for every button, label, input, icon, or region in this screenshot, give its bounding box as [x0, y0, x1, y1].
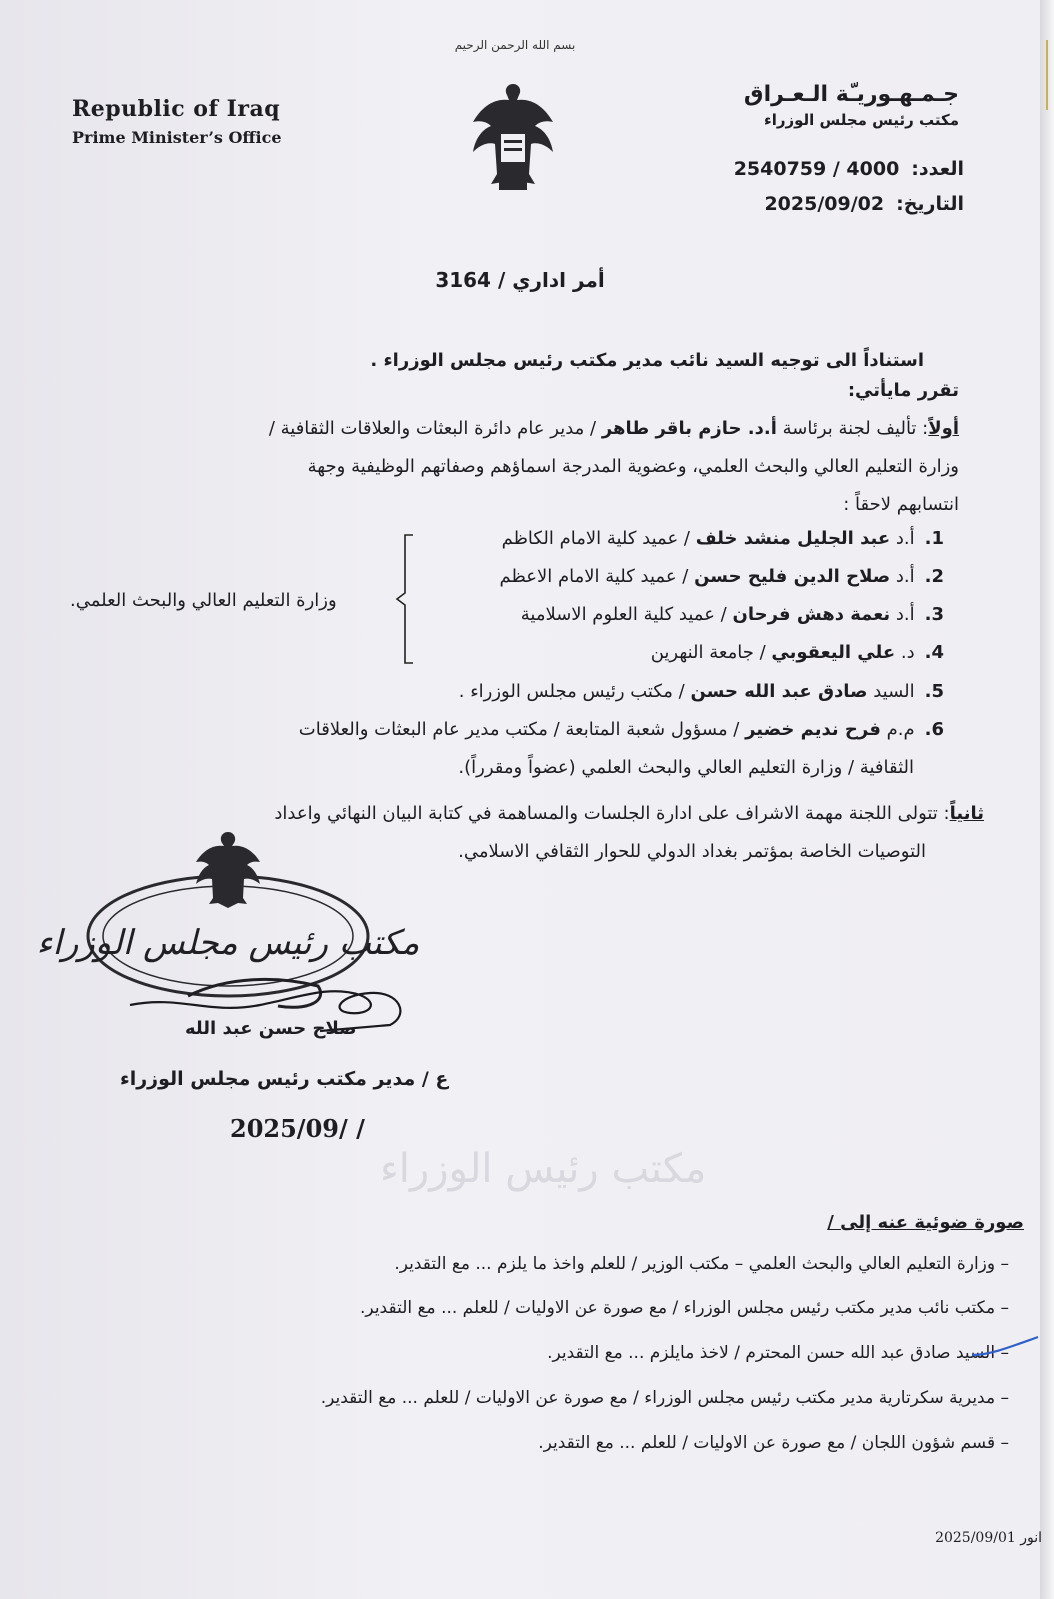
member-continuation: الثقافية / وزارة التعليم العالي والبحث العلمي (عضواً ومقرراً). [458, 757, 914, 778]
ref-label: العدد: [911, 158, 964, 180]
cc-item: – مديرية سكرتارية مدير مكتب رئيس مجلس الوزراء / مع صورة عن الاوليات / للعلم ... مع التقدير. [320, 1388, 1009, 1408]
intro-paragraph: استناداً الى توجيه السيد نائب مدير مكتب رئيس مجلس الوزراء . [370, 350, 924, 371]
member-name: صلاح الدين فليح حسن [694, 566, 891, 587]
reference-number [734, 158, 964, 180]
date-value: 2025/09/02 [764, 193, 885, 215]
signature-date: 2025/09/ / [230, 1114, 365, 1143]
second-label: ثانياً [949, 803, 984, 824]
ar-republic: جـمـهـوريـّة الـعـراق [743, 82, 959, 107]
member-item: 5.السيد صادق عبد الله حسن / مكتب رئيس مجلس الوزراء . [458, 681, 944, 702]
watermark-text: مكتب رئيس الوزراء [380, 1146, 707, 1192]
ref-value: 2540759 / 4000 [733, 158, 900, 180]
grouping-brace [395, 533, 415, 665]
second-line1: ثانياً: تتولى اللجنة مهمة الاشراف على ادارة الجلسات والمساهمة في كتابة البيان النهائي واعداد [274, 803, 984, 824]
member-name: علي اليعقوبي [771, 642, 896, 663]
edge-line [1046, 40, 1048, 110]
member-item: 6.م.م فرح نديم خضير / مسؤول شعبة المتابعة / مكتب مدير عام البعثات والعلاقات [298, 719, 944, 740]
ar-office: مكتب رئيس مجلس الوزراء [764, 111, 959, 129]
first-line3: انتسابهم لاحقاً : [843, 494, 959, 515]
member-item: 4.د. علي اليعقوبي / جامعة النهرين [650, 642, 944, 663]
footer-note: انور 2025/09/01 [935, 1530, 1042, 1546]
cc-item: – مكتب نائب مدير مكتب رئيس مجلس الوزراء / مع صورة عن الاوليات / للعلم ... مع التقدير. [360, 1298, 1009, 1318]
member-name: عبد الجليل منشد خلف [695, 528, 891, 549]
committee-chair: أ.د. حازم باقر طاهر [601, 418, 777, 439]
first-line1 [59, 410, 959, 448]
decided-label: تقرر مايأتي: [847, 380, 959, 401]
eagle-emblem-icon [463, 78, 563, 198]
first-line2: وزارة التعليم العالي والبحث العلمي، وعضوية المدرجة اسماؤهم وصفاتهم الوظيفية وجهة [307, 456, 959, 477]
first-text-a: : تأليف لجنة برئاسة [776, 418, 929, 439]
member-name: فرح نديم خضير [745, 719, 881, 740]
document-date [764, 193, 964, 215]
stamp-text: مكتب رئيس مجلس الوزراء [36, 923, 420, 963]
cc-item: – قسم شؤون اللجان / مع صورة عن الاوليات / للعلم ... مع التقدير. [538, 1433, 1009, 1453]
member-item: 2.أ.د صلاح الدين فليح حسن / عميد كلية الامام الاعظم [499, 566, 944, 587]
arabic-letterhead [744, 82, 959, 129]
date-label: التاريخ: [896, 193, 964, 215]
english-letterhead [72, 96, 282, 147]
signer-title: ع / مدير مكتب رئيس مجلس الوزراء [120, 1068, 449, 1090]
cc-item: – وزارة التعليم العالي والبحث العلمي – مكتب الوزير / للعلم واخذ ما يلزم ... مع التقدير. [394, 1254, 1009, 1274]
cc-title: صورة ضوئية عنه إلى / [827, 1212, 1024, 1233]
first-label: أولاً [928, 418, 959, 439]
member-item: 3.أ.د نعمة دهش فرحان / عميد كلية العلوم الاسلامية [520, 604, 944, 625]
member-name: صادق عبد الله حسن [690, 681, 868, 702]
pen-check-mark [970, 1333, 1040, 1363]
en-republic: Republic of Iraq [72, 96, 281, 122]
member-item: 1.أ.د عبد الجليل منشد خلف / عميد كلية الامام الكاظم [501, 528, 944, 549]
page-edge [1040, 0, 1054, 1599]
signer-name: صلاح حسن عبد الله [185, 1018, 357, 1039]
bismillah: بسم الله الرحمن الرحيم [454, 38, 576, 52]
member-name: نعمة دهش فرحان [732, 604, 891, 625]
order-title: أمر اداري / 3164 [435, 268, 605, 292]
en-office: Prime Minister’s Office [72, 128, 282, 147]
ministry-note: وزارة التعليم العالي والبحث العلمي. [70, 590, 337, 611]
section-first [59, 410, 959, 524]
second-line2: التوصيات الخاصة بمؤتمر بغداد الدولي للحوار الثقافي الاسلامي. [458, 841, 926, 862]
cc-item: – السيد صادق عبد الله حسن المحترم / لاخذ مايلزم ... مع التقدير. [547, 1343, 1009, 1363]
first-text-b: / مدير عام دائرة البعثات والعلاقات الثقافية / [268, 418, 602, 439]
